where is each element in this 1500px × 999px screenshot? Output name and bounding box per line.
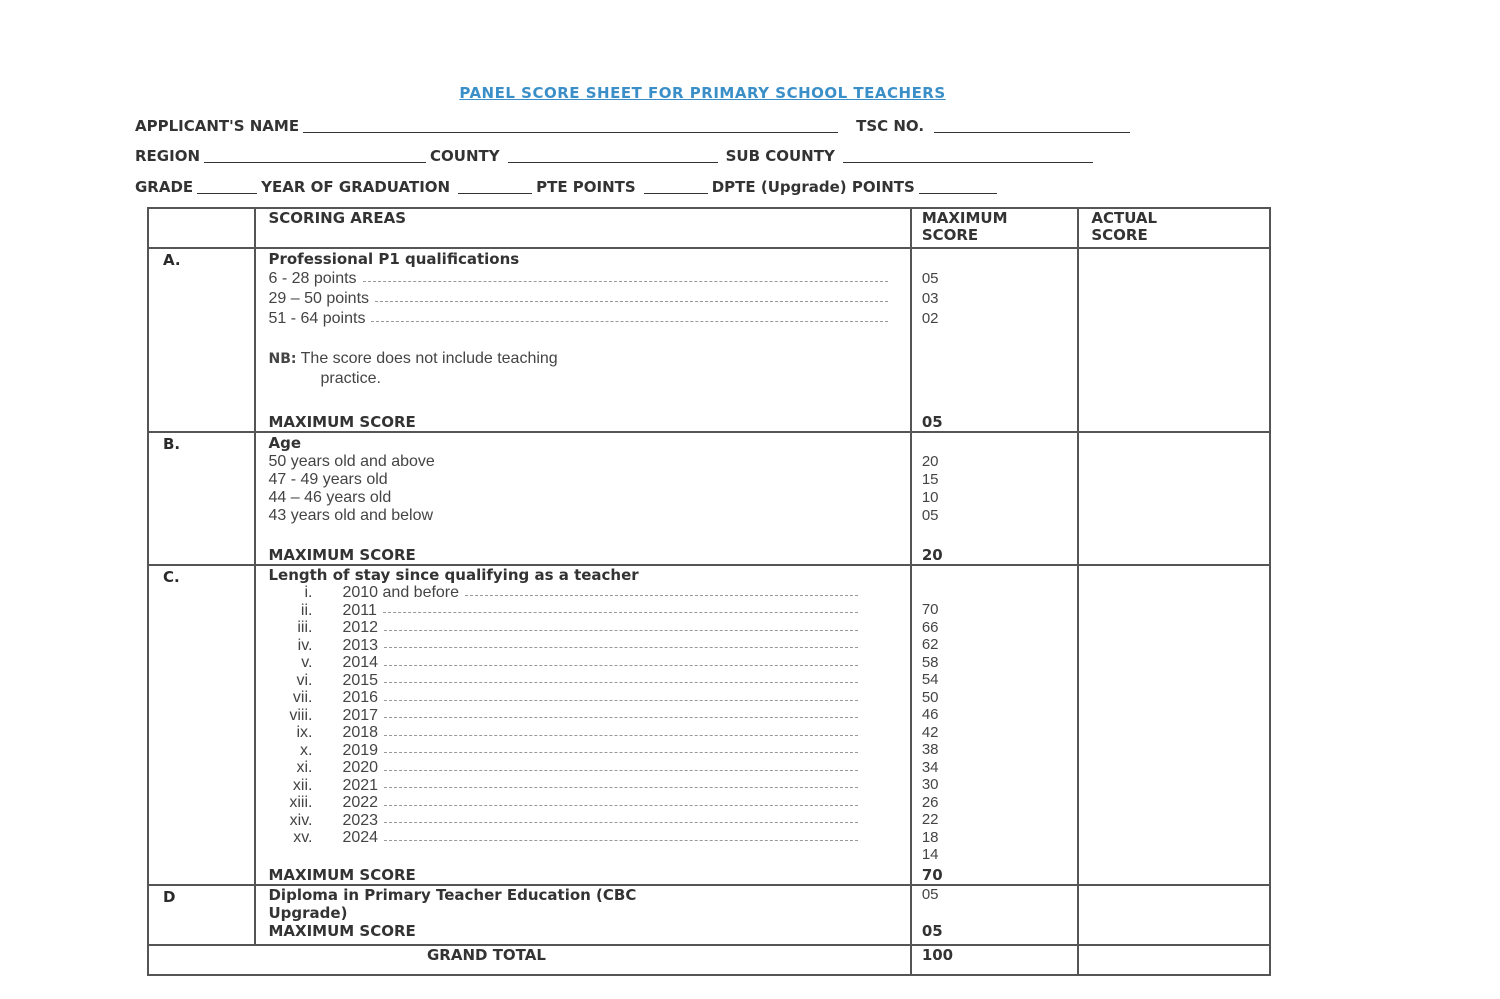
section-d-letter-cell [148, 885, 255, 945]
roman-numeral: iii. [297, 619, 313, 636]
year-label: 2016 [342, 689, 379, 706]
section-c-score: 70 [921, 601, 939, 618]
year-label: 2011 [342, 601, 377, 619]
section-a-item [268, 309, 909, 329]
year-label: 2020 [342, 759, 379, 776]
dotted-leader [371, 309, 887, 322]
roman-numeral: i. [304, 584, 313, 601]
section-c-areas-cell [255, 565, 910, 885]
sub-county-field[interactable] [843, 148, 1093, 163]
year-label: 2013 [342, 636, 379, 654]
grand-total-label-cell [148, 945, 911, 975]
section-b-score: 15 [921, 471, 939, 488]
section-a-max-label: MAXIMUM SCORE [268, 413, 416, 431]
section-c-score: 46 [921, 706, 939, 723]
year-label: 2024 [342, 829, 379, 846]
section-d-title-continued: Upgrade) [268, 904, 348, 922]
roman-numeral: ii. [300, 601, 313, 619]
section-d-score-cell [911, 885, 1079, 945]
section-a-max-value: 05 [921, 413, 943, 431]
dotted-leader [384, 829, 858, 841]
nb-label: NB: [268, 351, 297, 367]
header-actual-score: ACTUAL SCORE [1091, 209, 1158, 244]
section-c-score-cell [911, 565, 1079, 885]
dotted-leader [465, 584, 858, 596]
score-table [147, 207, 1271, 976]
section-d-actual-score-cell[interactable] [1078, 885, 1270, 945]
dotted-leader [384, 724, 858, 736]
section-d-score: 05 [921, 886, 939, 903]
section-c-year-row [268, 689, 909, 707]
section-c-score: 34 [921, 758, 939, 776]
section-a-areas-cell [255, 248, 910, 432]
header-actual-score-cell [1078, 208, 1270, 248]
section-c-year-row [268, 637, 909, 655]
grand-total-value: 100 [921, 946, 954, 964]
dotted-leader [363, 269, 888, 282]
dotted-leader [384, 672, 858, 684]
section-a-score: 02 [921, 310, 939, 327]
year-label: 2022 [342, 794, 379, 811]
grade-field[interactable] [197, 179, 257, 194]
section-b-max-label: MAXIMUM SCORE [268, 546, 416, 564]
section-b-letter-cell [148, 432, 255, 565]
section-d-max-label: MAXIMUM SCORE [268, 922, 416, 940]
section-c-row [148, 565, 1270, 885]
dotted-leader [384, 812, 858, 824]
section-c-year-row [268, 654, 909, 672]
year-label: 2010 and before [342, 584, 460, 601]
dotted-leader [383, 602, 858, 614]
year-label: 2019 [342, 741, 379, 759]
roman-numeral: xi. [296, 759, 313, 776]
dotted-leader [384, 794, 858, 806]
section-c-letter: C. [163, 568, 180, 586]
year-label: 2014 [342, 654, 379, 671]
section-c-title: Length of stay since qualifying as a teacher [268, 566, 639, 584]
table-header-row [148, 208, 1270, 248]
section-d-title: Diploma in Primary Teacher Education (CBC [268, 886, 637, 904]
section-c-score: 18 [921, 828, 939, 846]
section-c-score: 30 [921, 776, 939, 793]
section-b-item: 43 years old and below [268, 507, 434, 524]
pte-points-field[interactable] [644, 179, 708, 194]
section-d-areas-cell [255, 885, 910, 945]
section-c-year-row [268, 707, 909, 725]
dpte-points-field[interactable] [919, 179, 997, 194]
applicant-name-label: APPLICANT'S NAME [135, 117, 300, 135]
dotted-leader [384, 777, 858, 789]
year-label: 2018 [342, 724, 379, 741]
page-title: PANEL SCORE SHEET FOR PRIMARY SCHOOL TEACHERS [459, 84, 946, 102]
sub-county-label: SUB COUNTY [725, 147, 835, 165]
dotted-leader [384, 742, 858, 754]
section-b-score: 10 [921, 489, 939, 506]
header-row-3 [135, 178, 1001, 196]
year-of-graduation-label: YEAR OF GRADUATION [261, 178, 451, 196]
section-b-max-value: 20 [921, 546, 943, 564]
roman-numeral: x. [300, 741, 313, 759]
section-c-score: 66 [921, 618, 939, 636]
grand-total-label: GRAND TOTAL [427, 946, 546, 964]
year-label: 2012 [342, 619, 379, 636]
section-c-year-row [268, 602, 909, 620]
section-c-score: 26 [921, 793, 939, 811]
section-a-item [268, 269, 909, 289]
roman-numeral: xv. [293, 829, 313, 846]
section-c-scores-list [912, 601, 1078, 864]
section-c-score: 22 [921, 811, 939, 828]
year-of-graduation-field[interactable] [458, 179, 532, 194]
roman-numeral: xii. [292, 776, 313, 794]
dotted-leader [384, 707, 858, 719]
dpte-points-label: DPTE (Upgrade) POINTS [711, 178, 915, 196]
section-b-score: 20 [921, 453, 939, 470]
applicant-name-field[interactable] [303, 118, 838, 133]
dotted-leader [384, 654, 858, 666]
dotted-leader [384, 619, 858, 631]
section-b-title: Age [268, 434, 302, 452]
section-b-areas-cell [255, 432, 910, 565]
grade-label: GRADE [135, 178, 194, 196]
county-field[interactable] [508, 148, 718, 163]
year-label: 2023 [342, 811, 379, 829]
section-c-score: 50 [921, 688, 939, 706]
section-a-title: Professional P1 qualifications [268, 250, 520, 268]
grand-total-actual-cell[interactable] [1078, 945, 1270, 975]
section-c-score: 42 [921, 723, 939, 741]
section-a-note [268, 349, 909, 389]
section-c-actual-score-cell[interactable] [1078, 565, 1270, 885]
section-c-year-row [268, 759, 909, 777]
section-b-item: 44 – 46 years old [268, 489, 392, 506]
section-c-score: 14 [921, 846, 939, 863]
dotted-leader [384, 637, 858, 649]
section-b-row [148, 432, 1270, 565]
section-a-score: 05 [921, 270, 939, 287]
roman-numeral: v. [301, 654, 313, 671]
roman-numeral: xiv. [289, 811, 313, 829]
section-c-max-label: MAXIMUM SCORE [268, 866, 416, 884]
header-scoring-areas: SCORING AREAS [268, 209, 407, 227]
tsc-no-label: TSC NO. [856, 117, 925, 135]
header-maximum-score: MAXIMUM SCORE [921, 209, 1008, 244]
section-c-year-row [268, 619, 909, 637]
header-maximum-score-cell [911, 208, 1079, 248]
grand-total-row [148, 945, 1270, 975]
pte-points-label: PTE POINTS [536, 178, 636, 196]
section-c-year-row [268, 584, 909, 602]
section-a-item-label: 6 - 28 points [268, 270, 357, 287]
section-c-score: 54 [921, 671, 939, 688]
section-a-score: 03 [921, 290, 939, 307]
roman-numeral: ix. [296, 724, 313, 741]
year-label: 2015 [342, 671, 379, 689]
section-b-letter: B. [163, 435, 181, 453]
dotted-leader [384, 689, 858, 701]
nb-text: The score does not include teaching [300, 350, 558, 367]
section-a-actual-score-cell[interactable] [1078, 248, 1270, 432]
roman-numeral: vi. [296, 671, 313, 689]
roman-numeral: vii. [292, 689, 313, 706]
section-c-score: 62 [921, 636, 939, 653]
section-b-item: 47 - 49 years old [268, 471, 388, 488]
year-label: 2017 [342, 706, 379, 724]
section-a-letter: A. [163, 251, 181, 269]
section-a-item [268, 289, 909, 309]
header-letter-cell [148, 208, 255, 248]
section-c-year-row [268, 672, 909, 690]
section-d-letter: D [163, 888, 176, 906]
year-label: 2021 [342, 776, 379, 794]
header-scoring-areas-cell [255, 208, 910, 248]
section-c-letter-cell [148, 565, 255, 885]
roman-numeral: xiii. [289, 794, 313, 811]
section-c-years-list [268, 584, 909, 847]
header-row-2 [135, 147, 1097, 165]
tsc-no-field[interactable] [934, 118, 1130, 133]
section-a-item-label: 29 – 50 points [268, 290, 370, 307]
section-a-letter-cell [148, 248, 255, 432]
nb-text-continued: practice. [320, 370, 381, 387]
section-c-year-row [268, 724, 909, 742]
county-label: COUNTY [430, 147, 500, 165]
roman-numeral: viii. [289, 706, 313, 724]
section-d-max-value: 05 [921, 922, 943, 940]
section-d-row [148, 885, 1270, 945]
section-c-score: 58 [921, 653, 939, 671]
section-a-score-cell [911, 248, 1079, 432]
section-c-year-row [268, 812, 909, 830]
section-a-item-label: 51 - 64 points [268, 310, 366, 327]
dotted-leader [375, 289, 888, 302]
section-c-year-row [268, 777, 909, 795]
section-c-score: 38 [921, 741, 939, 758]
region-field[interactable] [204, 148, 426, 163]
section-c-max-value: 70 [921, 866, 943, 884]
section-c-year-row [268, 829, 909, 847]
header-row-1 [135, 117, 1134, 135]
section-b-score-cell [911, 432, 1079, 565]
section-a-row [148, 248, 1270, 432]
dotted-leader [384, 759, 858, 771]
section-b-score: 05 [921, 507, 939, 524]
section-b-actual-score-cell[interactable] [1078, 432, 1270, 565]
section-c-year-row [268, 794, 909, 812]
grand-total-value-cell [911, 945, 1079, 975]
roman-numeral: iv. [297, 636, 313, 654]
section-b-item: 50 years old and above [268, 453, 435, 470]
section-c-year-row [268, 742, 909, 760]
region-label: REGION [135, 147, 200, 165]
